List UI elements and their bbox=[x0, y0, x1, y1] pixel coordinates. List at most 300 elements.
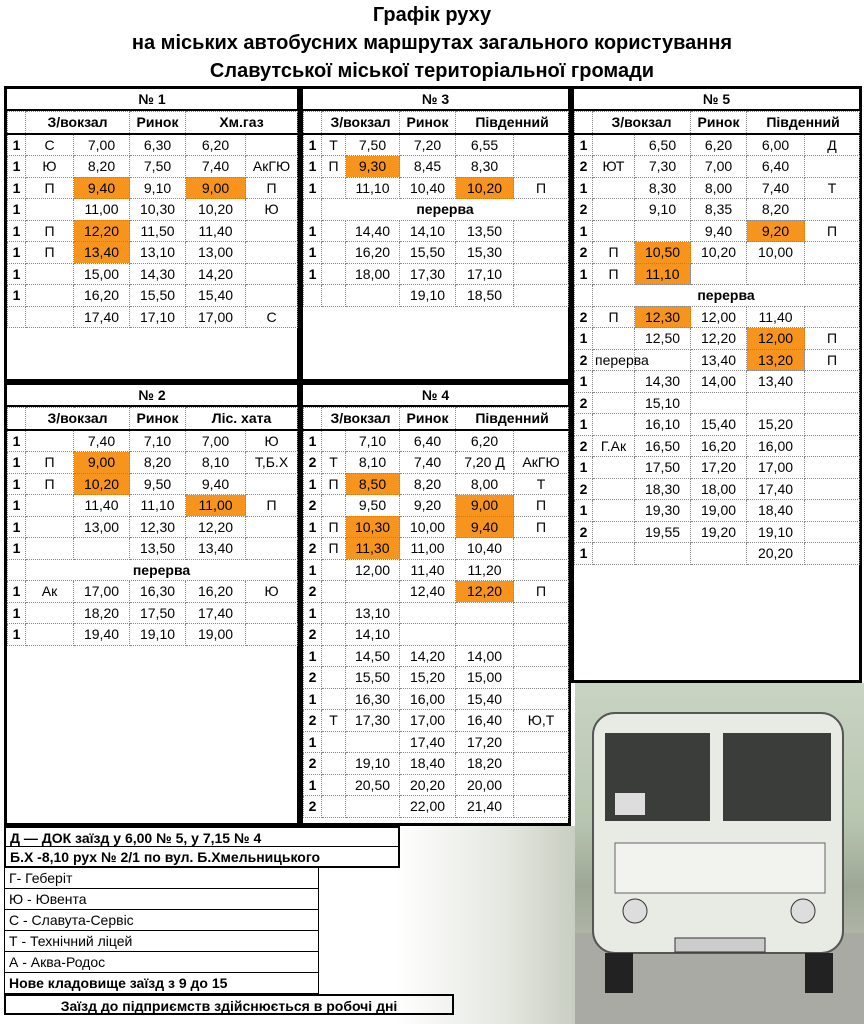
cell-1: П bbox=[322, 473, 346, 495]
cell-5 bbox=[805, 392, 860, 414]
cell-4: 7,00 bbox=[186, 430, 246, 452]
cell-5: Ю,Т bbox=[514, 710, 569, 732]
route-2-title: № 2 bbox=[7, 385, 297, 407]
route-2-block bbox=[4, 382, 300, 826]
cell-5: Ю bbox=[246, 199, 298, 221]
cell-3: 11,00 bbox=[400, 538, 456, 560]
table-row bbox=[575, 435, 860, 457]
cell-0 bbox=[8, 306, 26, 328]
table-row bbox=[304, 452, 569, 474]
cell-0: 1 bbox=[8, 495, 26, 517]
cell-3: 10,30 bbox=[130, 199, 186, 221]
cell-5 bbox=[514, 156, 569, 178]
cell-4: 19,10 bbox=[747, 521, 805, 543]
cell-3: 16,00 bbox=[400, 688, 456, 710]
cell-5 bbox=[805, 263, 860, 285]
cell-5 bbox=[805, 156, 860, 178]
cell-4: 17,20 bbox=[456, 731, 514, 753]
cell-1 bbox=[322, 731, 346, 753]
route-5-table bbox=[574, 111, 860, 565]
cell-0: 1 bbox=[8, 538, 26, 560]
cell-5: П bbox=[514, 177, 569, 199]
cell-1 bbox=[593, 199, 635, 221]
cell-3: 8,35 bbox=[691, 199, 747, 221]
cell-4: 6,20 bbox=[186, 134, 246, 156]
table-row bbox=[8, 306, 298, 328]
cell-1 bbox=[593, 392, 635, 414]
cell-0: 1 bbox=[8, 285, 26, 307]
table-row bbox=[575, 177, 860, 199]
cell-2: 19,30 bbox=[635, 500, 691, 522]
cell-3: 14,20 bbox=[400, 645, 456, 667]
cell-3: 12,30 bbox=[130, 516, 186, 538]
cell-4: 13,20 bbox=[747, 349, 805, 371]
cell-1 bbox=[593, 371, 635, 393]
cell-3: 10,40 bbox=[400, 177, 456, 199]
note-workdays: Заїзд до підприємств здійснюється в робочі дні bbox=[4, 994, 454, 1015]
cell-2: 7,50 bbox=[346, 134, 400, 156]
table-row bbox=[8, 156, 298, 178]
cell-0: 2 bbox=[575, 478, 593, 500]
cell-5 bbox=[514, 667, 569, 689]
header-terminal: Південний bbox=[456, 408, 569, 430]
cell-5 bbox=[246, 285, 298, 307]
table-row bbox=[8, 134, 298, 156]
cell-4: 14,20 bbox=[186, 263, 246, 285]
cell-1 bbox=[322, 645, 346, 667]
cell-2: 9,30 bbox=[346, 156, 400, 178]
route-4-table bbox=[303, 407, 569, 818]
header-blank bbox=[304, 408, 322, 430]
table-row bbox=[8, 538, 298, 560]
cell-4: 17,40 bbox=[186, 602, 246, 624]
cell-0: 1 bbox=[8, 156, 26, 178]
cell-0: 1 bbox=[575, 543, 593, 565]
cell-3: 9,50 bbox=[130, 473, 186, 495]
cell-2: 9,10 bbox=[635, 199, 691, 221]
route-3-title: № 3 bbox=[303, 89, 568, 111]
cell-2: 16,50 bbox=[635, 435, 691, 457]
cell-2: 8,10 bbox=[346, 452, 400, 474]
route-3-block bbox=[300, 86, 571, 382]
table-row bbox=[8, 430, 298, 452]
cell-0: 1 bbox=[8, 430, 26, 452]
cell-2: 17,50 bbox=[635, 457, 691, 479]
cell-4: 13,50 bbox=[456, 220, 514, 242]
cell-2: 7,30 bbox=[635, 156, 691, 178]
cell-2 bbox=[346, 731, 400, 753]
schedule-title: Графік руху bbox=[372, 4, 492, 26]
cell-2: 18,20 bbox=[74, 602, 130, 624]
bus-illustration bbox=[575, 683, 864, 1024]
legend-akva-rodos: А - Аква-Родос bbox=[5, 952, 318, 973]
cell-5 bbox=[246, 516, 298, 538]
cell-2: 19,40 bbox=[74, 624, 130, 646]
cell-1 bbox=[26, 495, 74, 517]
cell-2: 10,20 bbox=[74, 473, 130, 495]
cell-4: 15,40 bbox=[456, 688, 514, 710]
cell-1: П bbox=[593, 242, 635, 264]
route-3-table bbox=[303, 111, 569, 307]
cell-3: 6,20 bbox=[691, 134, 747, 156]
cell-4: 15,40 bbox=[186, 285, 246, 307]
cell-4: 11,00 bbox=[186, 495, 246, 517]
cell-3: 17,40 bbox=[400, 731, 456, 753]
cell-2: 7,00 bbox=[74, 134, 130, 156]
route-4-title: № 4 bbox=[303, 385, 568, 407]
cell-1 bbox=[593, 457, 635, 479]
table-row bbox=[575, 392, 860, 414]
cell-3: 9,40 bbox=[691, 220, 747, 242]
cell-0: 1 bbox=[304, 220, 322, 242]
cell-4: 8,00 bbox=[456, 473, 514, 495]
table-row bbox=[8, 452, 298, 474]
cell-2: 11,10 bbox=[635, 263, 691, 285]
cell-0: 2 bbox=[304, 495, 322, 517]
cell-5 bbox=[246, 473, 298, 495]
header-market: Ринок bbox=[691, 112, 747, 134]
cell-1 bbox=[322, 602, 346, 624]
table-row bbox=[8, 581, 298, 603]
cell-2 bbox=[346, 581, 400, 603]
cell-1: П bbox=[26, 220, 74, 242]
cell-1: С bbox=[26, 134, 74, 156]
legend-slavuta-servis: С - Славута-Сервіс bbox=[5, 910, 318, 931]
cell-1 bbox=[593, 134, 635, 156]
cell-4: 11,40 bbox=[186, 220, 246, 242]
legend-list bbox=[4, 868, 319, 994]
cell-3: 15,20 bbox=[400, 667, 456, 689]
table-row bbox=[575, 263, 860, 285]
cell-4: 19,00 bbox=[186, 624, 246, 646]
cell-5 bbox=[246, 134, 298, 156]
cell-0: 1 bbox=[304, 602, 322, 624]
break-row-num bbox=[575, 285, 593, 307]
cell-3: 12,40 bbox=[400, 581, 456, 603]
cell-1 bbox=[322, 559, 346, 581]
cell-2: 13,00 bbox=[74, 516, 130, 538]
cell-5: П bbox=[805, 328, 860, 350]
cell-1: П bbox=[26, 452, 74, 474]
table-row bbox=[304, 430, 569, 452]
cell-4: 12,00 bbox=[747, 328, 805, 350]
cell-0: 2 bbox=[575, 156, 593, 178]
cell-0: 1 bbox=[8, 134, 26, 156]
cell-4: 13,40 bbox=[186, 538, 246, 560]
cell-0: 2 bbox=[575, 242, 593, 264]
cell-3: 16,30 bbox=[130, 581, 186, 603]
cell-0: 2 bbox=[304, 667, 322, 689]
cell-5 bbox=[805, 199, 860, 221]
cell-2: 12,30 bbox=[635, 306, 691, 328]
break-label: перерва bbox=[26, 559, 298, 581]
cell-0: 1 bbox=[304, 559, 322, 581]
cell-0: 1 bbox=[8, 452, 26, 474]
header-blank bbox=[8, 408, 26, 430]
cell-1: Ак bbox=[26, 581, 74, 603]
table-row bbox=[575, 199, 860, 221]
cell-1 bbox=[322, 624, 346, 646]
cell-0: 1 bbox=[8, 473, 26, 495]
cell-5 bbox=[805, 306, 860, 328]
cell-5: П bbox=[805, 349, 860, 371]
legend-technical-lyceum: Т - Технічний ліцей bbox=[5, 931, 318, 952]
table-row bbox=[575, 500, 860, 522]
cell-2: 11,00 bbox=[74, 199, 130, 221]
table-row bbox=[575, 521, 860, 543]
table-row bbox=[304, 495, 569, 517]
cell-1 bbox=[26, 306, 74, 328]
cell-3: 16,20 bbox=[691, 435, 747, 457]
cell-1: перерва bbox=[593, 349, 635, 371]
cell-3: 8,20 bbox=[400, 473, 456, 495]
cell-3: 13,50 bbox=[130, 538, 186, 560]
cell-4: 6,40 bbox=[747, 156, 805, 178]
route-1-table bbox=[7, 111, 298, 328]
cell-0: 1 bbox=[304, 731, 322, 753]
cell-5 bbox=[246, 624, 298, 646]
cell-1 bbox=[322, 263, 346, 285]
cell-2: 14,30 bbox=[635, 371, 691, 393]
table-row bbox=[575, 371, 860, 393]
cell-4 bbox=[747, 263, 805, 285]
table-row bbox=[8, 473, 298, 495]
cell-2: 16,20 bbox=[346, 242, 400, 264]
cell-4: 9,00 bbox=[456, 495, 514, 517]
cell-3: 13,40 bbox=[691, 349, 747, 371]
cell-0: 1 bbox=[8, 263, 26, 285]
cell-4: 13,00 bbox=[186, 242, 246, 264]
cell-5 bbox=[805, 371, 860, 393]
cell-5 bbox=[514, 559, 569, 581]
cell-5 bbox=[246, 242, 298, 264]
route-1-title: № 1 bbox=[7, 89, 297, 111]
cell-2: 11,10 bbox=[346, 177, 400, 199]
cell-4: 17,00 bbox=[186, 306, 246, 328]
cell-3: 7,10 bbox=[130, 430, 186, 452]
cell-5 bbox=[514, 731, 569, 753]
cell-5 bbox=[246, 538, 298, 560]
cell-0: 2 bbox=[304, 796, 322, 818]
cell-1 bbox=[593, 500, 635, 522]
cell-1 bbox=[593, 543, 635, 565]
cell-4 bbox=[456, 624, 514, 646]
cell-5: Т bbox=[514, 473, 569, 495]
header-market: Ринок bbox=[130, 408, 186, 430]
table-row bbox=[304, 645, 569, 667]
cell-2: 14,50 bbox=[346, 645, 400, 667]
table-row bbox=[8, 285, 298, 307]
table-row bbox=[304, 581, 569, 603]
cell-3: 6,30 bbox=[130, 134, 186, 156]
cell-3: 9,10 bbox=[130, 177, 186, 199]
cell-4: 7,20 Д bbox=[456, 452, 514, 474]
cell-1 bbox=[593, 328, 635, 350]
break-row-num bbox=[8, 559, 26, 581]
schedule-community: Славутської міської територіальної громади bbox=[209, 60, 655, 82]
route-4-block bbox=[300, 382, 571, 826]
table-row bbox=[304, 624, 569, 646]
cell-4: 13,40 bbox=[747, 371, 805, 393]
table-row bbox=[304, 753, 569, 775]
cell-1: Г.Ак bbox=[593, 435, 635, 457]
cell-3: 8,20 bbox=[130, 452, 186, 474]
table-row bbox=[304, 473, 569, 495]
table-row bbox=[8, 624, 298, 646]
cell-0: 2 bbox=[575, 349, 593, 371]
cell-4: 16,40 bbox=[456, 710, 514, 732]
cell-2: 16,10 bbox=[635, 414, 691, 436]
break-label: перерва bbox=[593, 285, 860, 307]
cell-4: 6,20 bbox=[456, 430, 514, 452]
route-1-block bbox=[4, 86, 300, 382]
cell-1: П bbox=[26, 242, 74, 264]
cell-1 bbox=[322, 495, 346, 517]
table-row bbox=[304, 220, 569, 242]
cell-1 bbox=[322, 430, 346, 452]
cell-3: 17,10 bbox=[130, 306, 186, 328]
table-row bbox=[575, 156, 860, 178]
cell-4: 7,40 bbox=[747, 177, 805, 199]
cell-1 bbox=[322, 285, 346, 307]
cell-5 bbox=[805, 457, 860, 479]
cell-1 bbox=[593, 478, 635, 500]
cell-5: Ю bbox=[246, 430, 298, 452]
table-row bbox=[8, 495, 298, 517]
cell-5: Д bbox=[805, 134, 860, 156]
cell-4: 8,20 bbox=[747, 199, 805, 221]
cell-4: 12,20 bbox=[456, 581, 514, 603]
table-row bbox=[304, 177, 569, 199]
cell-0: 1 bbox=[575, 263, 593, 285]
cell-3: 9,20 bbox=[400, 495, 456, 517]
header-station: З/вокзал bbox=[26, 408, 130, 430]
cell-2: 17,00 bbox=[74, 581, 130, 603]
cell-4: 18,40 bbox=[747, 500, 805, 522]
cell-1 bbox=[322, 796, 346, 818]
cell-5 bbox=[514, 774, 569, 796]
cell-3: 14,30 bbox=[130, 263, 186, 285]
cell-1 bbox=[322, 688, 346, 710]
cell-3: 7,40 bbox=[400, 452, 456, 474]
cell-5 bbox=[514, 753, 569, 775]
cell-0: 2 bbox=[304, 624, 322, 646]
cell-0: 2 bbox=[575, 306, 593, 328]
cell-0: 2 bbox=[304, 581, 322, 603]
cell-4: 15,30 bbox=[456, 242, 514, 264]
cell-5 bbox=[514, 796, 569, 818]
cell-1 bbox=[26, 285, 74, 307]
cell-1: Т bbox=[322, 134, 346, 156]
cell-5: АкГЮ bbox=[246, 156, 298, 178]
cell-1 bbox=[26, 430, 74, 452]
cell-2: 17,40 bbox=[74, 306, 130, 328]
cell-3 bbox=[691, 263, 747, 285]
schedule-subtitle: на міських автобусних маршрутах загального користування bbox=[131, 32, 733, 54]
cell-2 bbox=[635, 543, 691, 565]
cell-3: 7,50 bbox=[130, 156, 186, 178]
cell-1 bbox=[322, 667, 346, 689]
cell-0: 1 bbox=[8, 242, 26, 264]
cell-4: 20,00 bbox=[456, 774, 514, 796]
table-row bbox=[304, 156, 569, 178]
cell-3: 20,20 bbox=[400, 774, 456, 796]
cell-5: Ю bbox=[246, 581, 298, 603]
cell-5: С bbox=[246, 306, 298, 328]
cell-1: П bbox=[322, 538, 346, 560]
cell-5 bbox=[514, 602, 569, 624]
cell-0: 1 bbox=[575, 134, 593, 156]
table-row bbox=[575, 242, 860, 264]
header-station: З/вокзал bbox=[26, 112, 130, 134]
cell-0: 1 bbox=[304, 430, 322, 452]
legend-geberit: Г- Геберіт bbox=[5, 868, 318, 889]
cell-0 bbox=[304, 285, 322, 307]
cell-1 bbox=[26, 516, 74, 538]
break-label: перерва bbox=[322, 199, 569, 221]
cell-4: 18,50 bbox=[456, 285, 514, 307]
table-row bbox=[8, 516, 298, 538]
cell-0: 1 bbox=[575, 371, 593, 393]
cell-0: 1 bbox=[304, 263, 322, 285]
table-row bbox=[575, 306, 860, 328]
cell-5 bbox=[514, 538, 569, 560]
cell-2: 11,30 bbox=[346, 538, 400, 560]
cell-0: 1 bbox=[8, 177, 26, 199]
table-row bbox=[304, 731, 569, 753]
table-row bbox=[8, 242, 298, 264]
route-5-block bbox=[571, 86, 862, 683]
cell-1: Ю bbox=[26, 156, 74, 178]
cell-2: 15,10 bbox=[635, 392, 691, 414]
table-row bbox=[304, 242, 569, 264]
cell-3: 18,00 bbox=[691, 478, 747, 500]
cell-1: Т bbox=[322, 710, 346, 732]
cell-4: 6,55 bbox=[456, 134, 514, 156]
cell-0: 1 bbox=[575, 414, 593, 436]
table-row bbox=[304, 774, 569, 796]
cell-4: 17,40 bbox=[747, 478, 805, 500]
cell-2: 6,50 bbox=[635, 134, 691, 156]
cell-4: 9,20 bbox=[747, 220, 805, 242]
cell-2: 16,20 bbox=[74, 285, 130, 307]
cell-4: 9,40 bbox=[186, 473, 246, 495]
cell-1 bbox=[322, 177, 346, 199]
table-row bbox=[575, 220, 860, 242]
cell-3: 6,40 bbox=[400, 430, 456, 452]
cell-5 bbox=[805, 543, 860, 565]
cell-2: 18,00 bbox=[346, 263, 400, 285]
cell-3: 10,00 bbox=[400, 516, 456, 538]
cell-3: 17,00 bbox=[400, 710, 456, 732]
cell-1: П bbox=[593, 306, 635, 328]
note-cemetery: Нове кладовище заїзд з 9 до 15 bbox=[5, 973, 318, 994]
header-blank bbox=[575, 112, 593, 134]
cell-5 bbox=[246, 220, 298, 242]
cell-2: 12,00 bbox=[346, 559, 400, 581]
cell-3: 11,50 bbox=[130, 220, 186, 242]
table-row bbox=[304, 263, 569, 285]
cell-4: 18,20 bbox=[456, 753, 514, 775]
cell-3: 8,45 bbox=[400, 156, 456, 178]
cell-0: 1 bbox=[8, 516, 26, 538]
cell-3: 7,00 bbox=[691, 156, 747, 178]
cell-4: 10,20 bbox=[456, 177, 514, 199]
cell-2: 12,50 bbox=[635, 328, 691, 350]
cell-0: 2 bbox=[304, 452, 322, 474]
cell-1 bbox=[26, 263, 74, 285]
route-5-title: № 5 bbox=[574, 89, 859, 111]
